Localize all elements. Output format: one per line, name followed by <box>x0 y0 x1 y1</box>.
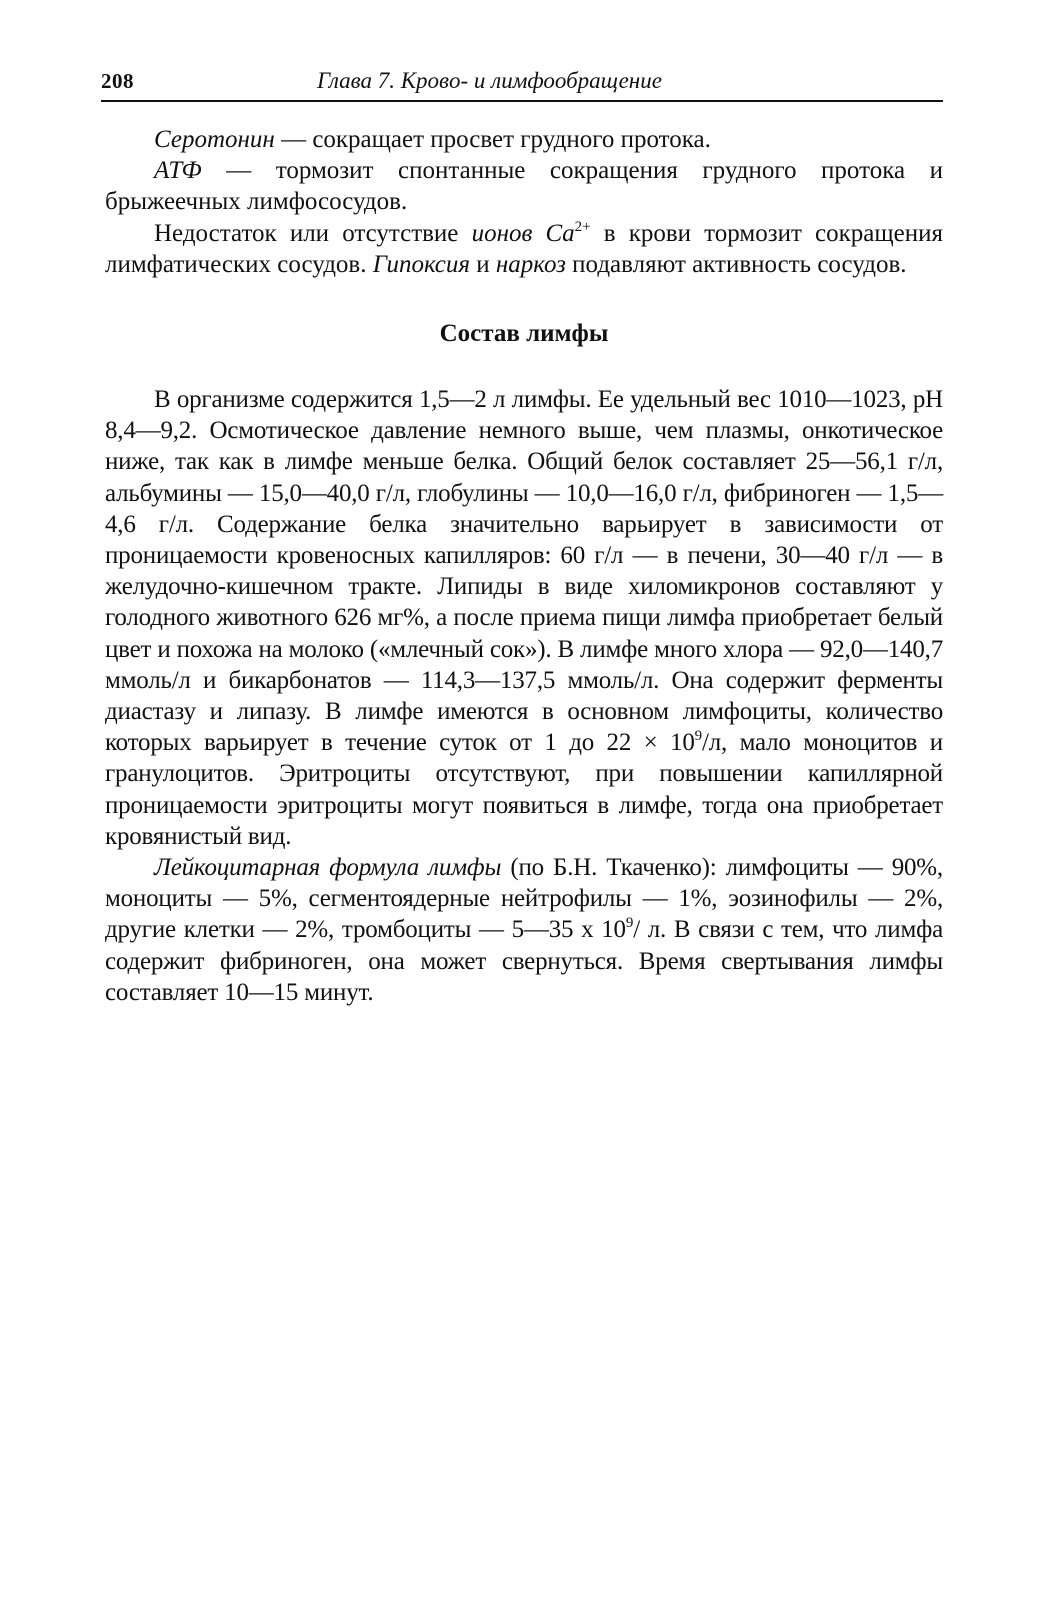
page-body <box>105 124 943 1008</box>
paragraph-text: Недостаток или отсутствие <box>154 219 472 247</box>
paragraph-atp <box>105 155 943 217</box>
term-leukocyte-formula: Лейкоцитарная формула лимфы <box>154 854 502 882</box>
paragraph-text: В организме содержится 1,5—2 л лимфы. Ее удельный вес 1010—1023, рН 8,4—9,2. Осмотическое давление немного выше, чем плазмы, онкотическое ниже, так как в лимфе меньше белка. Общий белок составляет 25—56,1 г/л, альбумины — 15,0—40,0 г/л, глобулины — 10,0—16,0 г/л, фибриноген — 1,5—4,6 г/л. Содержание белка значительно варьирует в зависимости от проницаемости кровеносных капилляров: 60 г/л — в печени, 30—40 г/л — в желудочно-кишечном тракте. Липиды в виде хиломикронов составляют у голодного животного 626 мг%, а после приема пищи лимфа приобретает белый цвет и похожа на молоко («млечный сок»). В лимфе много хлора — 92,0—140,7 ммоль/л и бикарбонатов — 114,3—137,5 ммоль/л. Она содержит ферменты диастазу и липазу. В лимфе имеются в основном лимфоциты, количество которых варьирует в течение суток от 1 до 22 × 10 <box>105 386 943 757</box>
paragraph-calcium <box>105 218 943 280</box>
page-number: 208 <box>101 69 134 93</box>
running-header <box>101 64 943 102</box>
paragraph-text: — тормозит спонтанные сокращения грудного протока и брыжеечных лимфососудов. <box>105 157 943 216</box>
term-hypoxia: Гипоксия <box>372 250 470 278</box>
paragraph-text: и <box>469 250 496 278</box>
paragraph-serotonin <box>105 124 943 155</box>
term-serotonin: Серотонин <box>154 126 275 153</box>
paragraph-text: /л, мало моноцитов и гранулоцитов. Эритроциты отсутствуют, при повышении капиллярной проницаемости эритроциты могут появиться в лимфе, тогда она приобретает кровянистый вид. <box>105 729 943 850</box>
term-narcosis: наркоз <box>495 250 566 278</box>
superscript: 9 <box>694 728 702 745</box>
chapter-title: Глава 7. Кровo- и лимфообращение <box>317 68 662 93</box>
superscript: 9 <box>625 915 634 932</box>
paragraph-lymph-composition <box>105 384 943 852</box>
paragraph-text: в крови тормозит сокращения лимфатических сосудов. <box>105 219 943 278</box>
paragraph-text: — сокращает просвет грудного протока. <box>274 126 711 153</box>
paragraph-text: (по Б.Н. Ткаченко): лимфоциты — 90%, моноциты — 5%, сегментоядерные нейтрофилы — 1%, эозинофилы — 2%, другие клетки — 2%, тромбоциты — 5—35 х 10 <box>105 854 943 944</box>
paragraph-leukocyte-formula <box>105 852 943 1008</box>
superscript: 2+ <box>574 218 591 235</box>
paragraph-text: / л. В связи с тем, что лимфа содержит фибриноген, она может свернуться. Время свертывания лимфы составляет 10—15 минут. <box>105 916 943 1006</box>
paragraph-text: подавляют активность сосудов. <box>565 250 907 278</box>
term-atp: АТФ <box>154 157 202 185</box>
term-calcium-ions: ионов Ca <box>471 219 575 247</box>
section-heading: Состав лимфы <box>439 320 609 348</box>
